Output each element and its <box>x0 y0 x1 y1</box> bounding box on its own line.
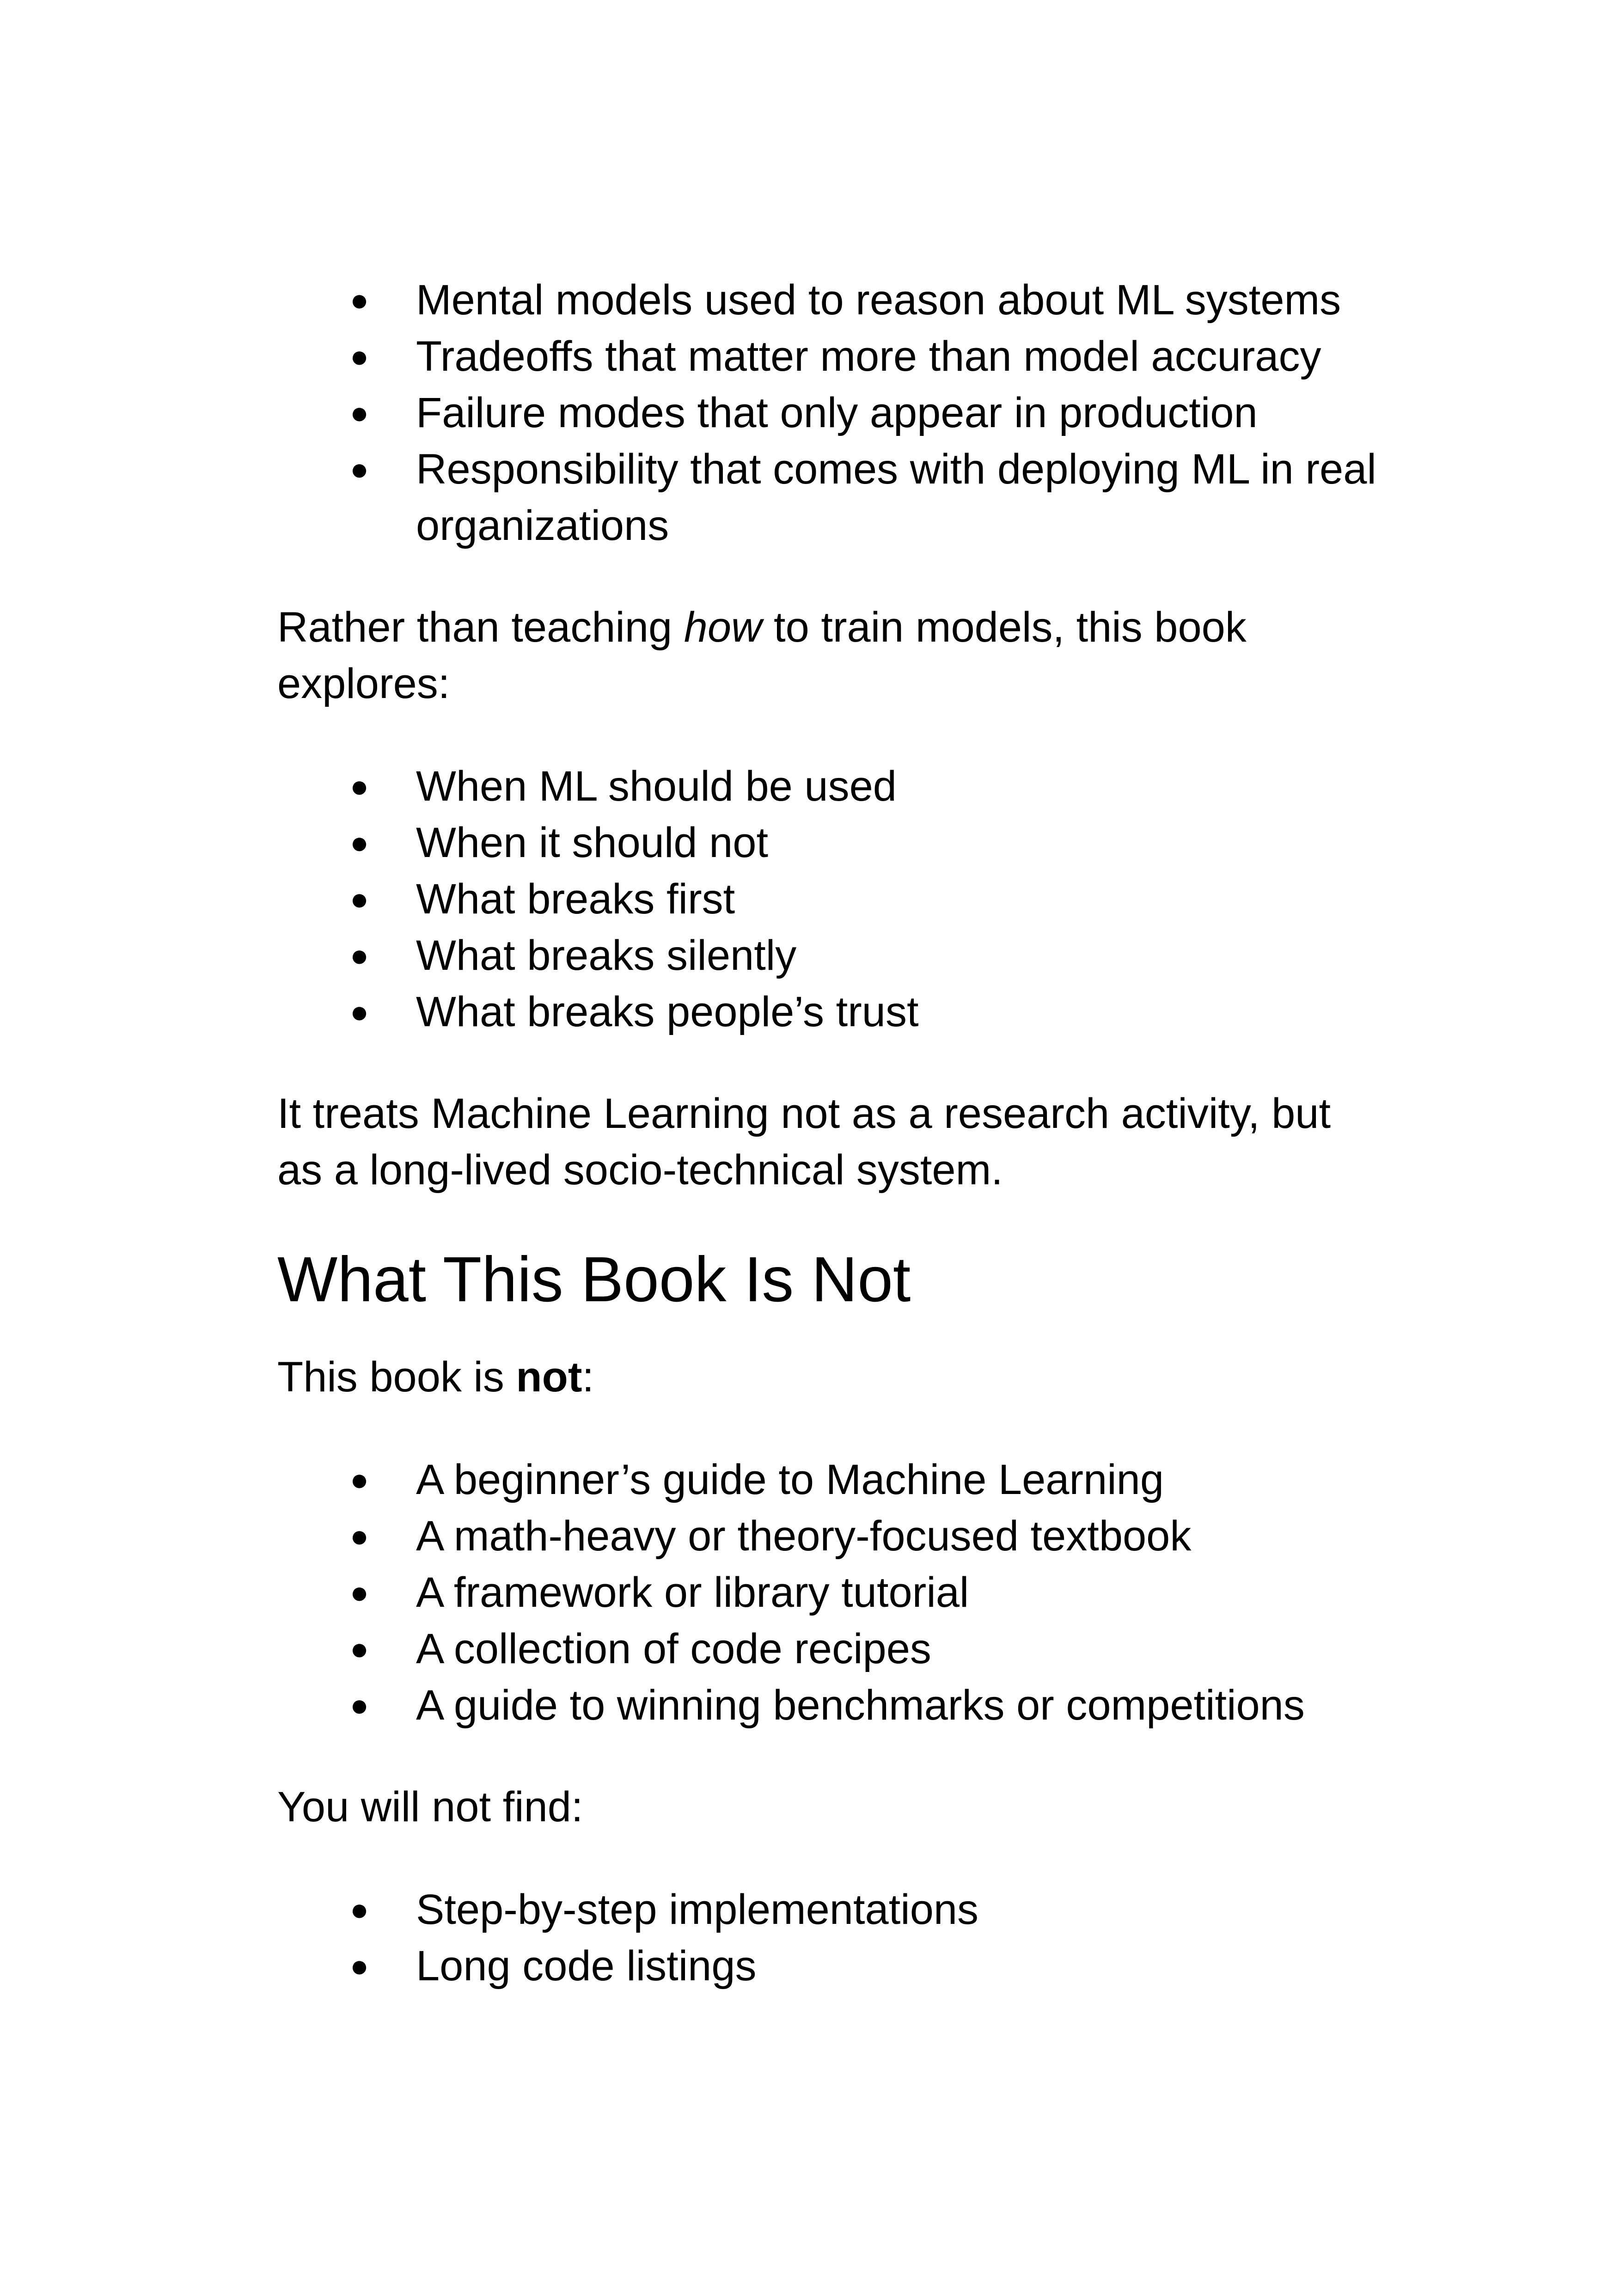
list-item-text: When it should not <box>416 819 769 866</box>
list-item <box>277 927 1387 984</box>
paragraph-rather-than-teaching: Rather than teaching how to train models, this book explores: <box>277 604 1247 707</box>
bullet-icon: ● <box>350 882 369 917</box>
list-item-text: Responsibility that comes with deploying ML in real organizations <box>416 446 1376 549</box>
paragraph-this-book-is-not: This book is not: <box>277 1353 594 1401</box>
bullet-icon: ● <box>350 1575 369 1610</box>
page-content <box>277 272 1387 1994</box>
list-item-text: What breaks people’s trust <box>416 988 919 1035</box>
bullet-icon: ● <box>350 1518 369 1554</box>
list-item <box>277 1881 1387 1938</box>
list-item-text: A math-heavy or theory-focused textbook <box>416 1512 1192 1560</box>
emphasis-how: how <box>684 604 762 651</box>
list-item <box>277 272 1387 328</box>
bullet-icon: ● <box>350 1462 369 1497</box>
list-item <box>277 441 1387 554</box>
bullet-list-will-not-find <box>277 1881 1387 1994</box>
paragraph-you-will-not-find: You will not find: <box>277 1783 583 1831</box>
bullet-icon: ● <box>350 452 369 487</box>
list-item-text: Mental models used to reason about ML systems <box>416 276 1341 324</box>
list-item <box>277 1564 1387 1621</box>
paragraph-treats-ml: It treats Machine Learning not as a research activity, but as a long-lived socio-technical system. <box>277 1090 1331 1194</box>
bullet-icon: ● <box>350 1631 369 1666</box>
list-item <box>277 385 1387 441</box>
bullet-icon: ● <box>350 825 369 860</box>
list-item-text: When ML should be used <box>416 763 897 810</box>
list-item <box>277 1508 1387 1564</box>
list-item <box>277 1677 1387 1733</box>
strong-not: not <box>516 1353 582 1401</box>
list-item <box>277 871 1387 927</box>
bullet-icon: ● <box>350 1892 369 1927</box>
list-item <box>277 1621 1387 1677</box>
bullet-icon: ● <box>350 769 369 804</box>
bullet-icon: ● <box>350 395 369 430</box>
list-item-text: A beginner’s guide to Machine Learning <box>416 1456 1164 1503</box>
list-item-text: Failure modes that only appear in production <box>416 389 1258 436</box>
bullet-icon: ● <box>350 1948 369 1984</box>
bullet-list-explores <box>277 758 1387 1040</box>
list-item-text: What breaks silently <box>416 932 797 979</box>
section-heading: What This Book Is Not <box>277 1244 911 1315</box>
list-item-text: A collection of code recipes <box>416 1625 931 1672</box>
bullet-icon: ● <box>350 938 369 973</box>
list-item-text: A guide to winning benchmarks or competitions <box>416 1682 1305 1729</box>
bullet-icon: ● <box>350 1688 369 1723</box>
list-item <box>277 814 1387 871</box>
list-item <box>277 1451 1387 1508</box>
list-item-text: A framework or library tutorial <box>416 1569 969 1616</box>
bullet-icon: ● <box>350 994 369 1029</box>
bullet-icon: ● <box>350 339 369 374</box>
list-item-text: Tradeoffs that matter more than model accuracy <box>416 333 1321 380</box>
list-item-text: What breaks first <box>416 876 735 923</box>
list-item <box>277 984 1387 1040</box>
bullet-list-ml-thinking <box>277 272 1387 554</box>
bullet-icon: ● <box>350 282 369 318</box>
list-item-text: Step-by-step implementations <box>416 1886 979 1933</box>
list-item <box>277 1938 1387 1994</box>
list-item <box>277 328 1387 385</box>
list-item <box>277 758 1387 814</box>
list-item-text: Long code listings <box>416 1942 757 1990</box>
bullet-list-not <box>277 1451 1387 1733</box>
